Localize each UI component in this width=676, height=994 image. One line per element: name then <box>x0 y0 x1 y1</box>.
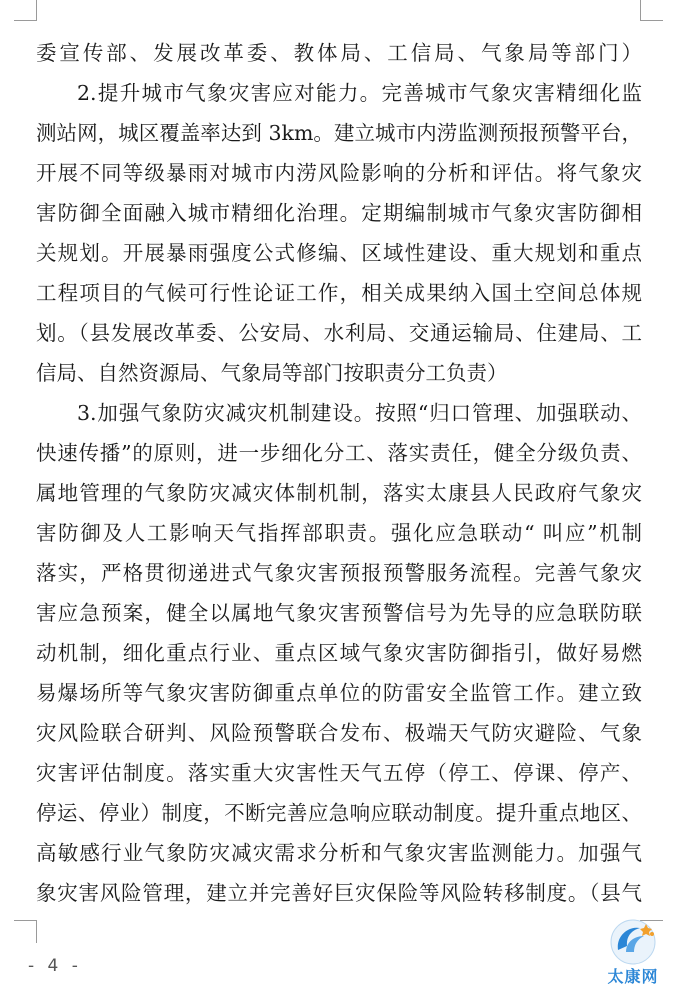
crop-mark-top-right <box>640 0 663 21</box>
text-line: 工程项目的气候可行性论证工作，相关成果纳入国土空间总体规 <box>36 281 642 305</box>
watermark-text: 太康网 <box>607 967 659 986</box>
text-line: 委宣传部、发展改革委、教体局、工信局、气象局等部门） <box>36 41 642 65</box>
text-line: 停运、停业）制度，不断完善应急响应联动制度。提升重点地区、 <box>36 801 642 825</box>
site-watermark <box>596 914 670 988</box>
text-line: 害应急预案，健全以属地气象灾害预警信号为先导的应急联防联 <box>36 601 642 625</box>
text-line: 3.加强气象防灾减灾机制建设。按照“归口管理、加强联动、 <box>77 401 642 425</box>
text-line: 2.提升城市气象灾害应对能力。完善城市气象灾害精细化监 <box>77 81 642 105</box>
document-body <box>36 33 642 913</box>
crop-mark-bottom-left <box>14 920 37 943</box>
taikang-logo-icon <box>596 914 670 966</box>
text-line: 划。（县发展改革委、公安局、水利局、交通运输局、住建局、工 <box>36 321 642 345</box>
text-line: 害防御及人工影响天气指挥部职责。强化应急联动“ 叫应”机制 <box>36 521 642 545</box>
text-line: 落实，严格贯彻递进式气象灾害预报预警服务流程。完善气象灾 <box>36 561 642 585</box>
text-line: 属地管理的气象防灾减灾体制机制，落实太康县人民政府气象灾 <box>36 481 642 505</box>
text-line: 灾风险联合研判、风险预警联合发布、极端天气防灾避险、气象 <box>36 721 642 745</box>
text-line: 害防御全面融入城市精细化治理。定期编制城市气象灾害防御相 <box>36 201 642 225</box>
text-line: 灾害评估制度。落实重大灾害性天气五停（停工、停课、停产、 <box>36 761 642 785</box>
text-line: 易爆场所等气象灾害防御重点单位的防雷安全监管工作。建立致 <box>36 681 642 705</box>
text-line: 信局、自然资源局、气象局等部门按职责分工负责） <box>36 361 508 385</box>
text-line: 高敏感行业气象防灾减灾需求分析和气象灾害监测能力。加强气 <box>36 841 642 865</box>
text-line: 测站网，城区覆盖率达到 3km。建立城市内涝监测预报预警平台， <box>36 121 642 145</box>
page-number: - 4 - <box>28 956 82 976</box>
crop-mark-top-left <box>14 0 37 21</box>
text-line: 象灾害风险管理，建立并完善好巨灾保险等风险转移制度。（县气 <box>36 881 642 905</box>
text-line: 快速传播”的原则，进一步细化分工、落实责任，健全分级负责、 <box>36 441 642 465</box>
text-line: 关规划。开展暴雨强度公式修编、区域性建设、重大规划和重点 <box>36 241 642 265</box>
text-line: 动机制，细化重点行业、重点区域气象灾害防御指引，做好易燃 <box>36 641 642 665</box>
text-line: 开展不同等级暴雨对城市内涝风险影响的分析和评估。将气象灾 <box>36 161 642 185</box>
